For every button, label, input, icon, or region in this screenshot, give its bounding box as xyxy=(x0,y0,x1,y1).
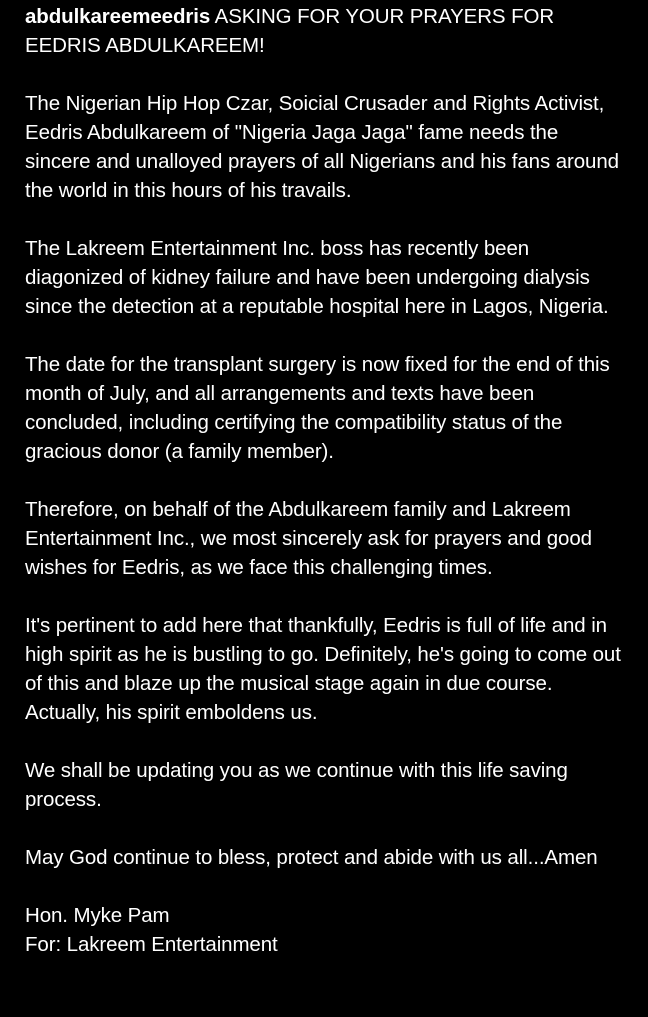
signature-org: For: Lakreem Entertainment xyxy=(25,933,278,956)
post-caption xyxy=(25,2,625,959)
caption-paragraph-3: The date for the transplant surgery is now fixed for the end of this month of July, and all arrangements and texts have been concluded, including certifying the compatibility status of the gracious donor (a family member). xyxy=(25,353,610,463)
caption-paragraph-2: The Lakreem Entertainment Inc. boss has recently been diagonized of kidney failure and have been undergoing dialysis since the detection at a reputable hospital here in Lagos, Nigeria. xyxy=(25,237,609,318)
caption-paragraph-5: It's pertinent to add here that thankfully, Eedris is full of life and in high spirit as he is bustling to go. Definitely, he's going to come out of this and blaze up the musical stage again in due course. xyxy=(25,614,621,695)
caption-header xyxy=(25,2,625,60)
signature-name: Hon. Myke Pam xyxy=(25,904,170,927)
caption-paragraph-6: Actually, his spirit emboldens us. xyxy=(25,701,318,724)
caption-paragraph-8: May God continue to bless, protect and abide with us all...Amen xyxy=(25,846,598,869)
caption-paragraph-7: We shall be updating you as we continue with this life saving process. xyxy=(25,759,568,811)
caption-paragraph-4: Therefore, on behalf of the Abdulkareem family and Lakreem Entertainment Inc., we most sincerely ask for prayers and good wishes for Eedris, as we face this challenging times. xyxy=(25,498,592,579)
caption-headline: ASKING FOR YOUR PRAYERS FOR EEDRIS ABDULKAREEM! xyxy=(25,5,555,57)
username-link[interactable]: abdulkareemeedris xyxy=(25,5,211,28)
caption-paragraph-1: The Nigerian Hip Hop Czar, Soicial Crusader and Rights Activist, Eedris Abdulkareem of "Nigeria Jaga Jaga" fame needs the sincere and unalloyed prayers of all Nigerians and his fans around the world in this hours of his travails. xyxy=(25,92,619,202)
